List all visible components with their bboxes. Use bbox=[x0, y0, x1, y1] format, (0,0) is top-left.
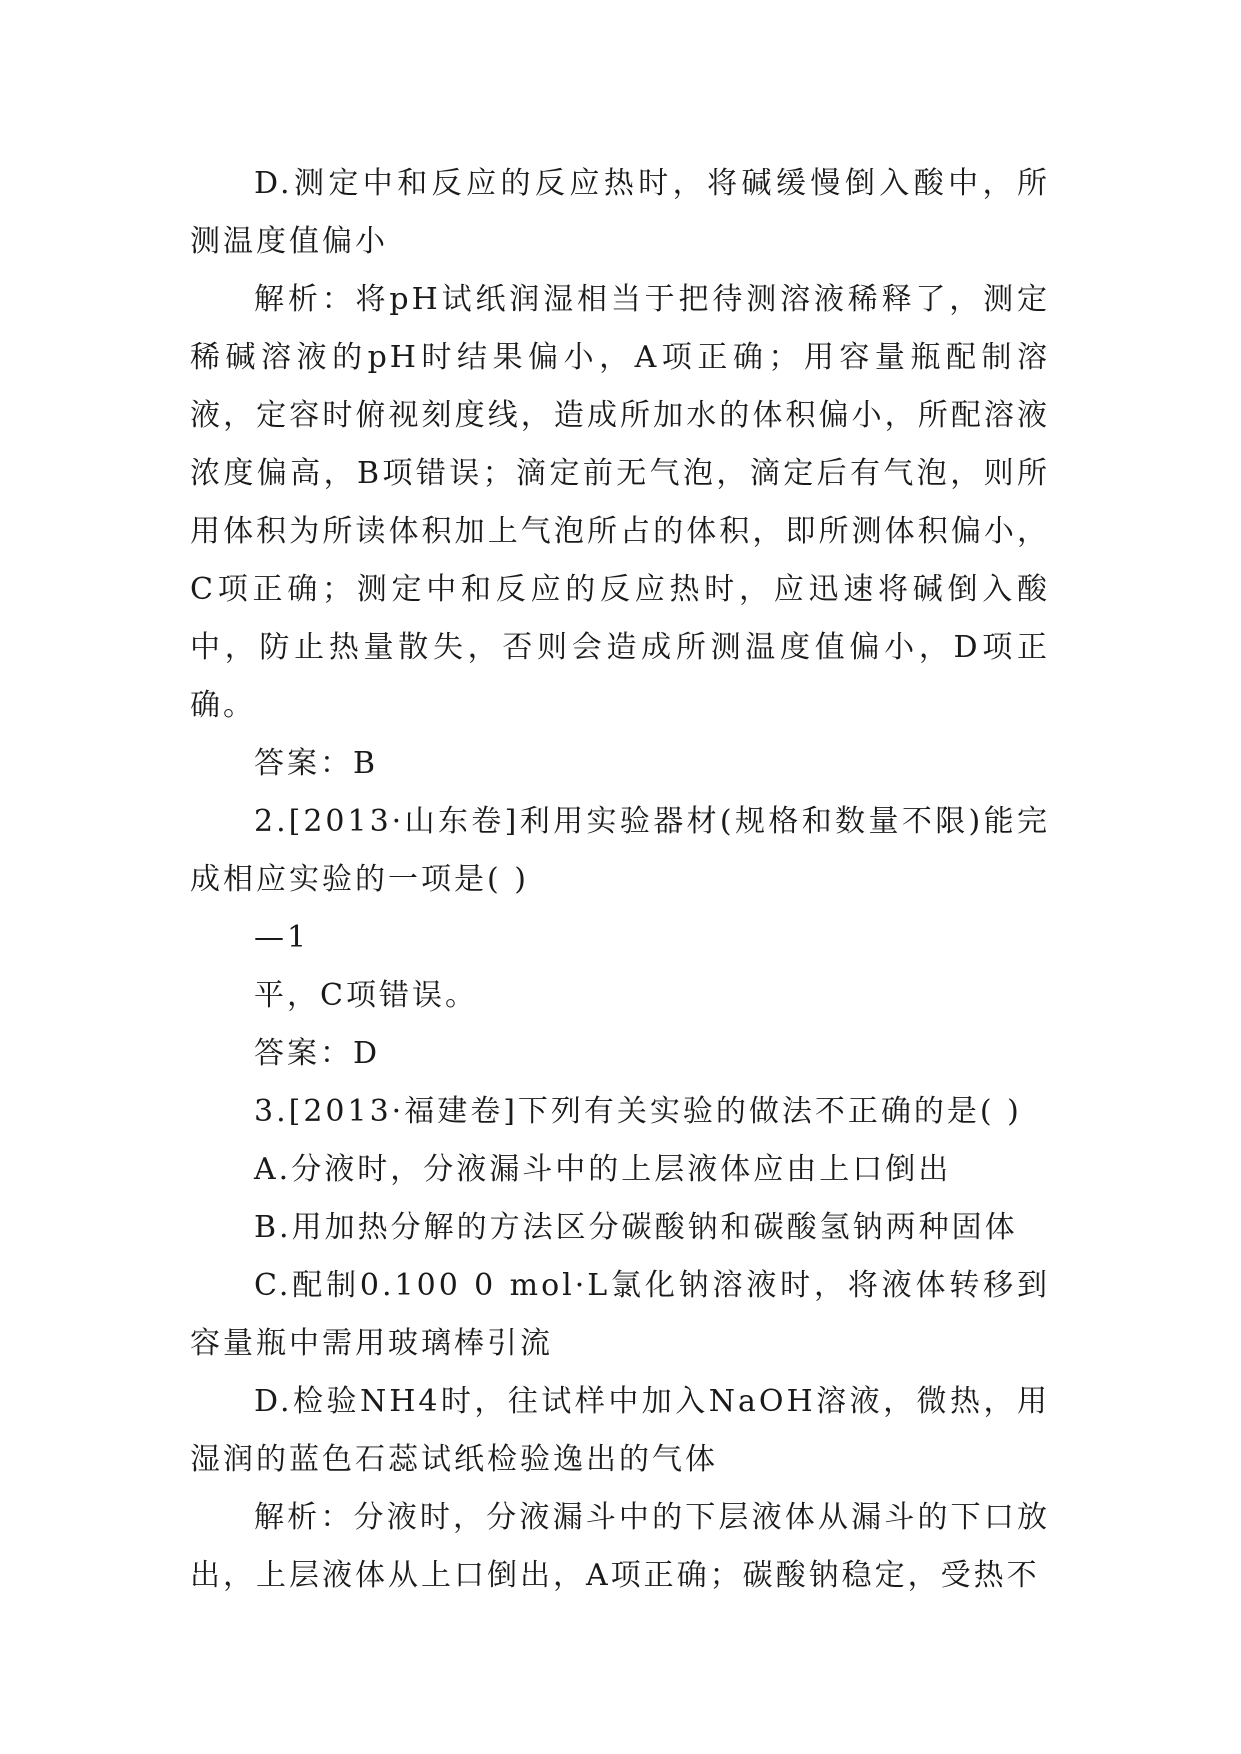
analysis-paragraph-1: 解析：将pH试纸润湿相当于把待测溶液稀释了，测定稀碱溶液的pH时结果偏小，A项正确；用容量瓶配制溶液，定容时俯视刻度线，造成所加水的体积偏小，所配溶液浓度偏高，B项错误；滴定前无气泡，滴定后有气泡，则所用体积为所读体积加上气泡所占的体积，即所测体积偏小，C项正确；测定中和反应的反应热时，应迅速将碱倒入酸中，防止热量散失，否则会造成所测温度值偏小，D项正确。 bbox=[190, 282, 1050, 723]
analysis-paragraph-2: 解析：分液时，分液漏斗中的下层液体从漏斗的下口放出，上层液体从上口倒出，A项正确；碳酸钠稳定，受热不 bbox=[190, 1500, 1050, 1593]
question-3-paragraph: 3.[2013·福建卷]下列有关实验的做法不正确的是( ) bbox=[254, 1094, 1022, 1129]
fragment-paragraph: 平，C项错误。 bbox=[254, 978, 478, 1013]
question-2-paragraph: 2.[2013·山东卷]利用实验器材(规格和数量不限)能完成相应实验的一项是( ) bbox=[190, 804, 1050, 897]
document-page bbox=[190, 155, 1050, 1605]
answer-paragraph-1: 答案：B bbox=[254, 746, 379, 781]
option-a-paragraph: A.分液时，分液漏斗中的上层液体应由上口倒出 bbox=[254, 1152, 952, 1187]
answer-paragraph-2: 答案：D bbox=[254, 1036, 381, 1071]
page-number-paragraph: —1 bbox=[254, 920, 310, 955]
option-c-paragraph: C.配制0.100 0 mol·L氯化钠溶液时，将液体转移到容量瓶中需用玻璃棒引流 bbox=[190, 1268, 1050, 1361]
option-d-paragraph-2: D.检验NH4时，往试样中加入NaOH溶液，微热，用湿润的蓝色石蕊试纸检验逸出的气体 bbox=[190, 1384, 1050, 1477]
option-d-paragraph: D.测定中和反应的反应热时，将碱缓慢倒入酸中，所测温度值偏小 bbox=[190, 166, 1050, 259]
option-b-paragraph: B.用加热分解的方法区分碳酸钠和碳酸氢钠两种固体 bbox=[254, 1210, 1018, 1245]
